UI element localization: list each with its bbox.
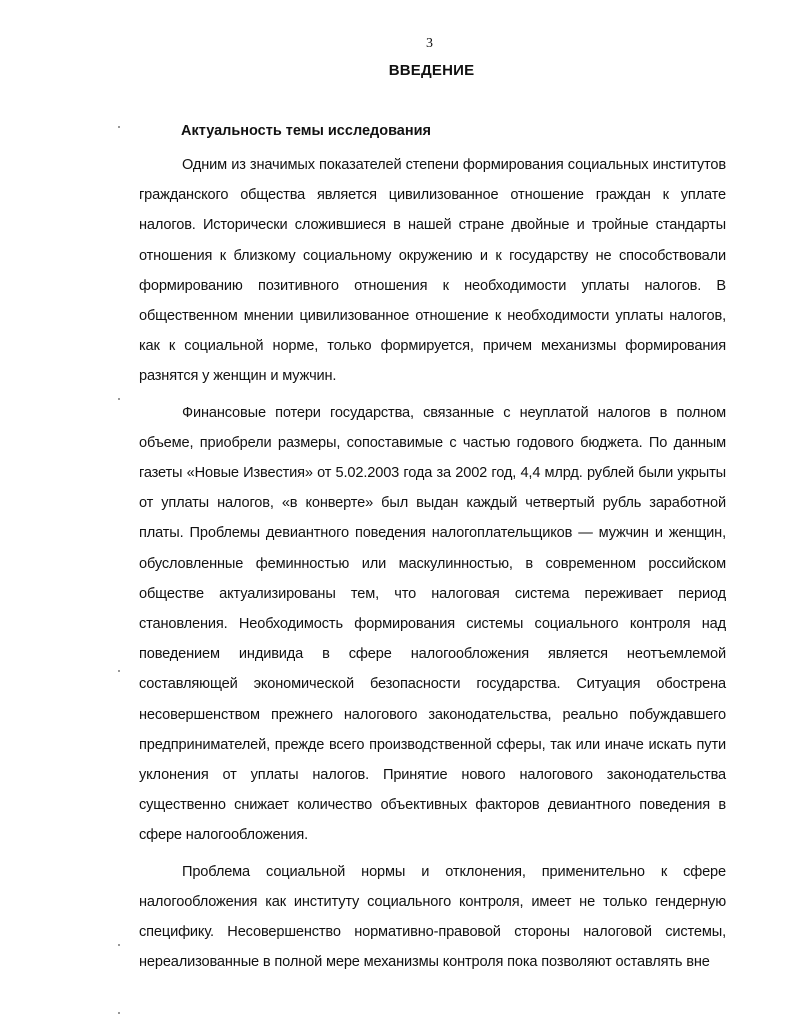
scan-mark [118, 944, 120, 946]
section-heading: Актуальность темы исследования [181, 123, 432, 139]
paragraph-1: Одним из значимых показателей степени формирования социальных институтов гражданского общества является цивилизованное отношение граждан к уплате налогов. Исторически сложившиеся в нашей стране двойные и тройные стандарты отношения к близкому социальному окружению и к государству не способствовали формированию позитивного отношения к необходимости уплаты налогов. В общественном мнении цивилизованное отношение к необходимости уплаты налогов, как к социальной норме, только формируется, причем механизмы формирования разнятся у женщин и мужчин. [139, 157, 726, 385]
page-number: 3 [426, 36, 433, 51]
scan-mark [118, 126, 120, 128]
scan-mark [118, 1012, 120, 1014]
page-title: ВВЕДЕНИЕ [388, 62, 475, 79]
scan-mark [118, 398, 120, 400]
body-text [139, 150, 726, 977]
scan-mark [118, 670, 120, 672]
paragraph-2: Финансовые потери государства, связанные с неуплатой налогов в полном объеме, приобрели размеры, сопоставимые с частью годового бюджета. По данным газеты «Новые Известия» от 5.02.2003 года за 2002 год, 4,4 млрд. рублей были укрыты от уплаты налогов, «в конверте» был выдан каждый четвертый рубль заработной платы. Проблемы девиантного поведения налогоплательщиков — мужчин и женщин, обусловленные феминностью или маскулинностью, в современном российском обществе актуализированы тем, что налоговая система переживает период становления. Необходимость формирования системы социального контроля над поведением индивида в сфере налогообложения является неотъемлемой составляющей экономической безопасности государства. Ситуация обострена несовершенством прежнего налогового законодательства, реально побуждавшего предпринимателей, прежде всего производственной сферы, так или иначе искать пути уклонения от уплаты налогов. Принятие нового налогового законодательства существенно снижает количество объективных факторов девиантного поведения в сфере налогообложения. [139, 404, 726, 844]
paragraph-3: Проблема социальной нормы и отклонения, применительно к сфере налогообложения как институту социального контроля, имеет не только гендерную специфику. Несовершенство нормативно-правовой стороны налоговой системы, нереализованные в полной мере механизмы контроля пока позволяют оставлять вне [139, 863, 726, 971]
